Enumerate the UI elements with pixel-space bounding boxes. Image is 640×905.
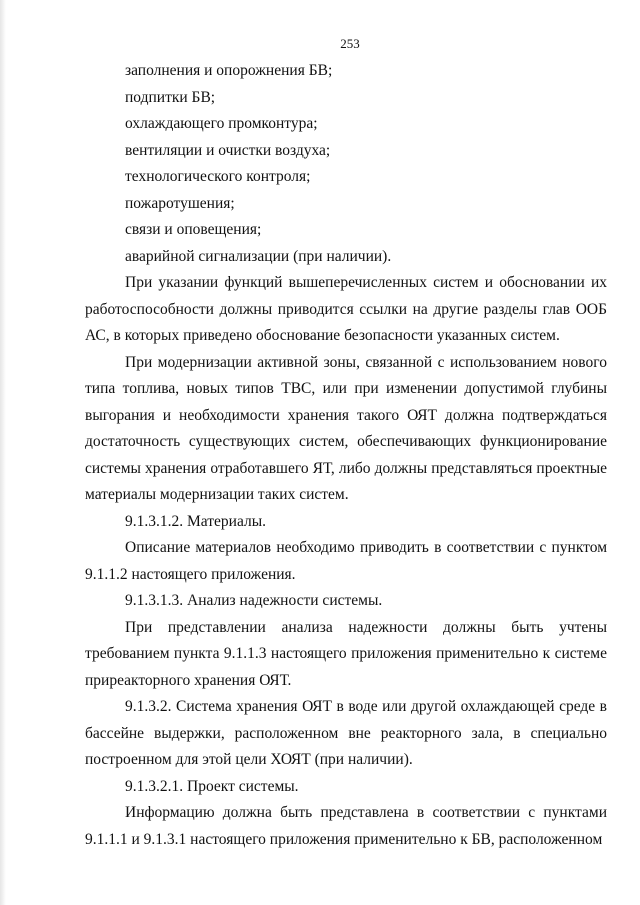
paragraph-storage-system: 9.1.3.2. Система хранения ОЯТ в воде или другой охлаждающей среде в бассейне выдержки, расположенном вне реакторного зала, в специально построенном для этой цели ХОЯТ (при наличии).	[85, 698, 607, 768]
document-body	[85, 58, 607, 853]
section-heading-reliability: 9.1.3.1.3. Анализ надежности системы.	[125, 592, 383, 609]
paragraph-functions-reference: При указании функций вышеперечисленных систем и обосновании их работоспособности должны приводится ссылки на другие разделы глав ООБ АС, в которых приведено обоснование безопасности указанных систем.	[85, 274, 607, 344]
section-heading-materials: 9.1.3.1.2. Материалы.	[125, 512, 266, 530]
list-item: охлаждающего промконтура;	[125, 115, 318, 132]
page-number: 253	[340, 36, 360, 51]
list-item: заполнения и опорожнения БВ;	[125, 62, 333, 79]
list-item: подпитки БВ;	[125, 88, 216, 106]
paragraph-project: Информацию должна быть представлена в соответствии с пунктами 9.1.1.1 и 9.1.3.1 настоящего приложения применительно к БВ, расположенном	[85, 804, 607, 848]
paragraph-reliability: При представлении анализа надежности должны быть учтены требованием пункта 9.1.1.3 настоящего приложения применительно к системе приреакторного хранения ОЯТ.	[85, 618, 607, 689]
scan-edge-shadow	[0, 0, 6, 905]
list-item: аварийной сигнализации (при наличии).	[125, 247, 392, 265]
list-item: вентиляции и очистки воздуха;	[125, 141, 331, 159]
paragraph-materials: Описание материалов необходимо приводить в соответствии с пунктом 9.1.1.2 настоящего приложения.	[85, 539, 607, 583]
paragraph-modernization: При модернизации активной зоны, связанной с использованием нового типа топлива, новых типов ТВС, или при изменении допустимой глубины выгорания и необходимости хранения такого ОЯТ должна подтверждаться достаточность существующих систем, обеспечивающих функционирование системы хранения отработавшего ЯТ, либо должны представляться проектные материалы модернизации таких систем.	[85, 353, 607, 503]
list-item: технологического контроля;	[125, 168, 311, 185]
section-heading-project: 9.1.3.2.1. Проект системы.	[125, 777, 299, 795]
list-item: пожаротушения;	[125, 194, 235, 212]
list-item: связи и оповещения;	[125, 221, 262, 238]
